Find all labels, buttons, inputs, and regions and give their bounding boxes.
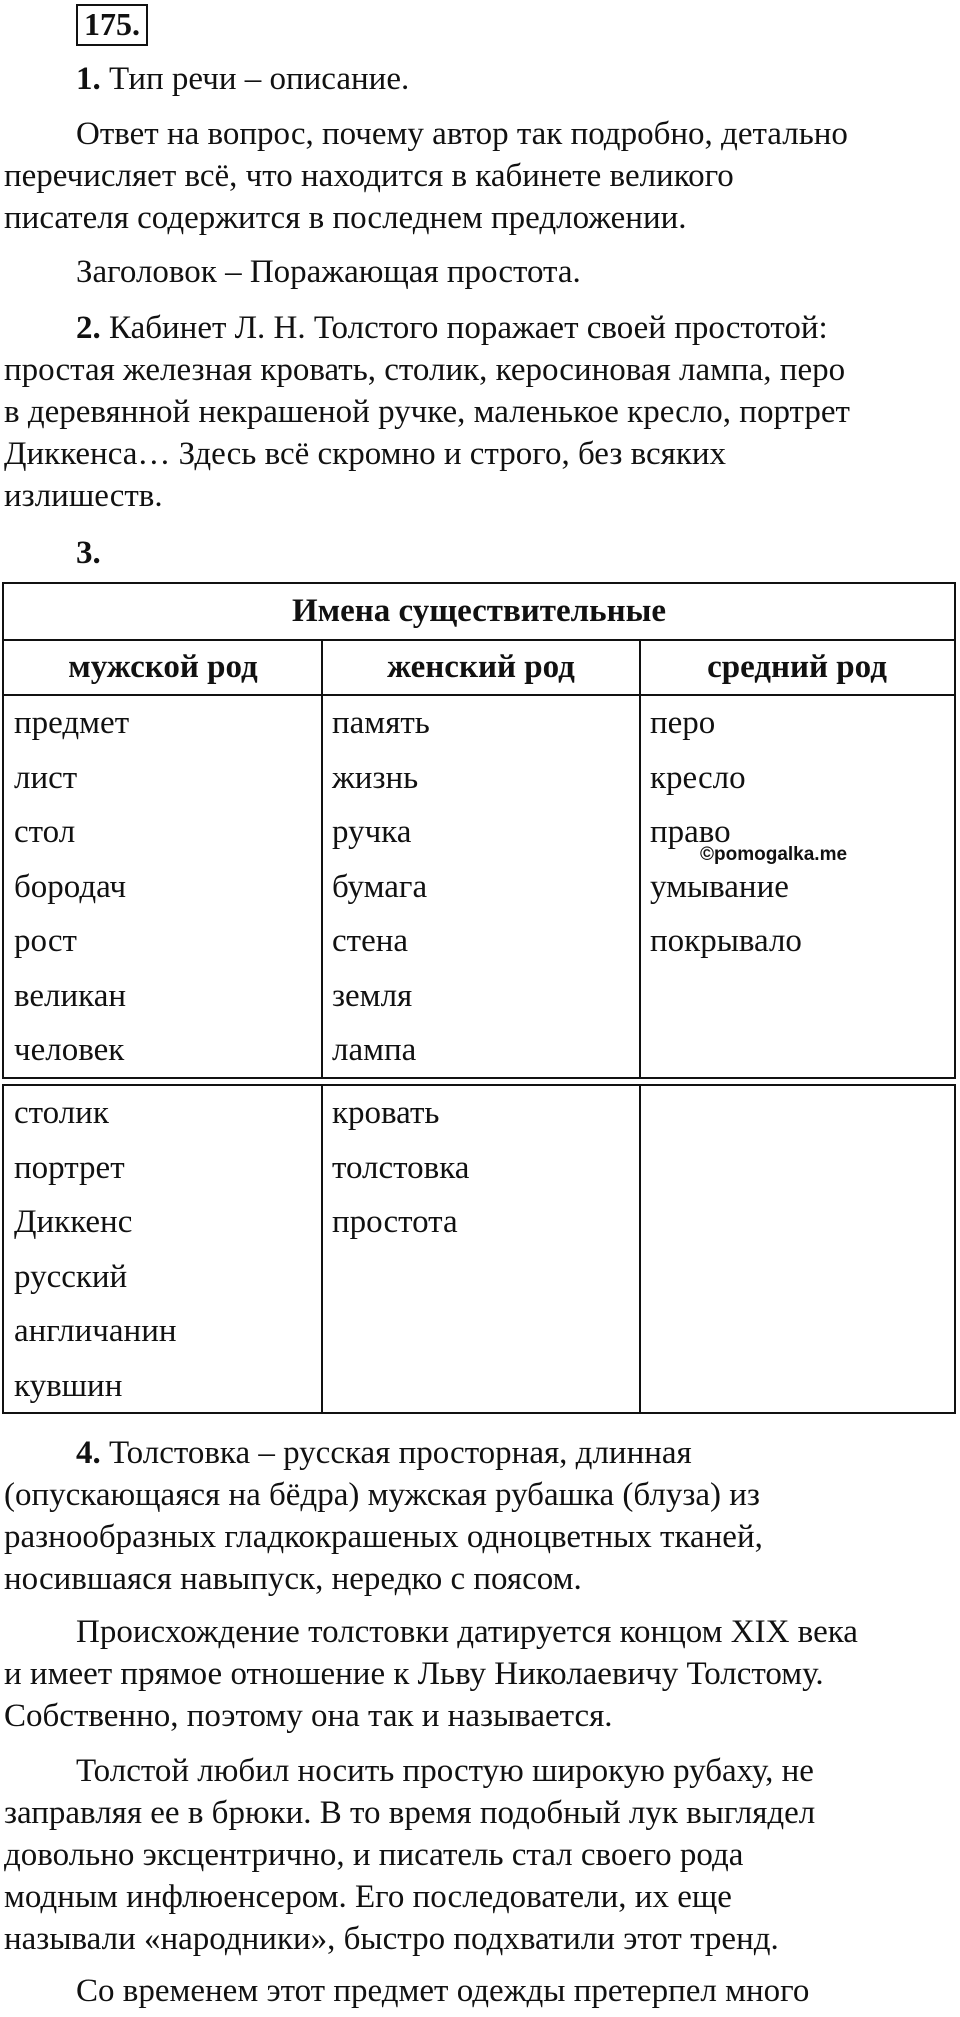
list-item: русский <box>14 1258 128 1295</box>
table-title: Имена существительные <box>4 584 954 641</box>
column-divider <box>321 1086 323 1412</box>
paragraph-3-text: Заголовок – Поражающая простота. <box>76 254 581 290</box>
list-item: великан <box>14 977 127 1014</box>
paragraph-7-line: довольно эксцентрично, и писатель стал своего рода <box>4 1837 744 1873</box>
paragraph-4-line: Кабинет Л. Н. Толстого поражает своей простотой: <box>100 310 828 346</box>
list-item: ручка <box>332 814 412 850</box>
paragraph-1 <box>4 58 956 100</box>
column-divider <box>639 1086 641 1412</box>
paragraph-7-line: называли «народники», быстро подхватили этот тренд. <box>4 1921 779 1957</box>
list-item: толстовка <box>332 1149 470 1186</box>
list-item: лист <box>14 759 78 796</box>
masculine-list <box>14 1086 177 1413</box>
paragraph-6-line: Собственно, поэтому она так и называется. <box>4 1698 613 1734</box>
paragraph-4-line: излишеств. <box>4 478 163 514</box>
list-item: Диккенс <box>14 1204 133 1240</box>
paragraph-2-line: Ответ на вопрос, почему автор так подробно, детально <box>76 116 848 152</box>
list-item: кувшин <box>14 1367 123 1404</box>
list-item: умывание <box>650 868 789 905</box>
column-header-masculine: мужской род <box>4 641 322 696</box>
list-item: перо <box>650 705 716 741</box>
item-number-2: 2. <box>76 310 101 346</box>
paragraph-8-text: Со временем этот предмет одежды претерпел много <box>76 1973 810 2009</box>
paragraph-2-line: писателя содержится в последнем предложении. <box>4 200 687 236</box>
paragraph-6-line: Происхождение толстовки датируется концом XIX века <box>76 1614 858 1650</box>
paragraph-2 <box>4 113 956 239</box>
paragraph-2-line: перечисляет всё, что находится в кабинете великого <box>4 158 734 194</box>
paragraph-4-line: простая железная кровать, столик, керосиновая лампа, перо <box>4 352 846 388</box>
item-number-3: 3. <box>76 535 101 571</box>
paragraph-7-line: Толстой любил носить простую широкую рубаху, не <box>76 1753 814 1789</box>
masculine-list <box>14 696 129 1078</box>
paragraph-5-line: Толстовка – русская просторная, длинная <box>100 1435 692 1471</box>
paragraph-3 <box>4 251 956 293</box>
watermark: ©pomogalka.me <box>700 844 848 865</box>
list-item: англичанин <box>14 1313 177 1349</box>
feminine-list <box>332 696 430 1078</box>
column-divider <box>321 641 323 1077</box>
nouns-table <box>2 582 956 1079</box>
list-item: покрывало <box>650 923 802 959</box>
list-item: память <box>332 705 430 741</box>
exercise-number: 175. <box>76 4 148 46</box>
list-item: бумага <box>332 868 428 905</box>
paragraph-4 <box>4 307 956 517</box>
paragraph-7-line: заправляя ее в брюки. В то время подобный лук выглядел <box>4 1795 816 1831</box>
paragraph-5 <box>4 1432 956 1600</box>
paragraph-5-line: разнообразных гладкокрашеных одноцветных тканей, <box>4 1519 763 1555</box>
list-item: право <box>650 814 731 850</box>
feminine-list <box>332 1086 469 1250</box>
nouns-table-continued <box>2 1084 956 1414</box>
column-divider <box>639 641 641 1077</box>
paragraph-7 <box>4 1750 956 1960</box>
paragraph-8 <box>4 1970 956 2012</box>
paragraph-4-line: Диккенса… Здесь всё скромно и строго, без всяких <box>4 436 727 472</box>
list-item: жизнь <box>332 759 419 796</box>
paragraph-5-line: (опускающаяся на бёдра) мужская рубашка (блуза) из <box>4 1477 760 1513</box>
item-number-4: 4. <box>76 1435 101 1471</box>
list-item: земля <box>332 977 413 1014</box>
paragraph-1-text: Тип речи – описание. <box>100 61 410 97</box>
list-item: простота <box>332 1204 458 1240</box>
list-item: стена <box>332 923 409 959</box>
list-item: рост <box>14 923 77 959</box>
list-item: стол <box>14 814 76 850</box>
paragraph-7-line: модным инфлюенсером. Его последователи, их еще <box>4 1879 732 1915</box>
paragraph-5-line: носившаяся навыпуск, нередко с поясом. <box>4 1561 582 1597</box>
neuter-list <box>650 696 802 969</box>
list-item: портрет <box>14 1149 125 1186</box>
list-item: человек <box>14 1032 125 1068</box>
list-item: лампа <box>332 1032 417 1068</box>
list-item: бородач <box>14 868 127 905</box>
list-item: кровать <box>332 1095 440 1131</box>
list-item: предмет <box>14 705 130 741</box>
paragraph-6 <box>4 1611 956 1737</box>
list-item: столик <box>14 1095 109 1131</box>
paragraph-6-line: и имеет прямое отношение к Льву Николаевичу Толстому. <box>4 1656 824 1692</box>
item-number-1: 1. <box>76 61 101 97</box>
column-header-feminine: женский род <box>322 641 640 696</box>
column-header-neuter: средний род <box>640 641 954 696</box>
list-item: кресло <box>650 759 746 796</box>
paragraph-4-line: в деревянной некрашеной ручке, маленькое кресло, портрет <box>4 394 850 430</box>
